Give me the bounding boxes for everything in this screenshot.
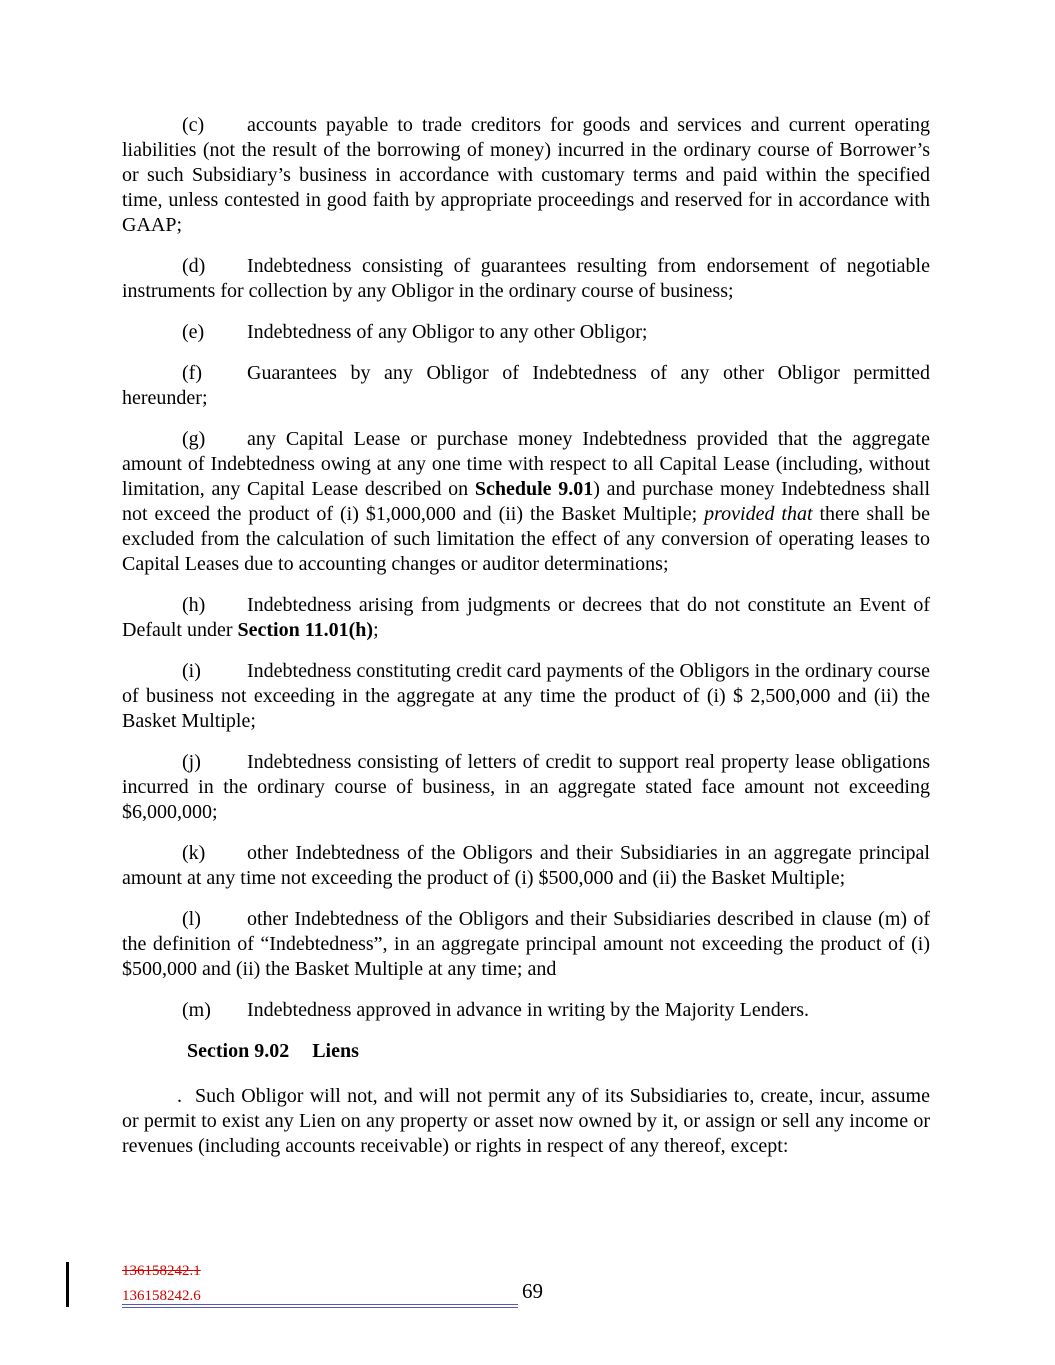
clause-g-text: ) and purchase money Indebtedness shall not exceed the product of (i) $1,000,000 and (ii) the Basket Multiple; xyxy=(122,478,930,525)
clause-d-label: (d) xyxy=(182,255,206,277)
document-body xyxy=(122,113,930,1175)
page-number: 69 xyxy=(522,1279,543,1303)
clause-g-paragraph xyxy=(122,427,930,577)
section-heading xyxy=(122,1039,930,1064)
section-title: Liens xyxy=(312,1040,359,1062)
clause-k-label: (k) xyxy=(182,842,206,864)
clause-l-label: (l) xyxy=(182,908,201,930)
clause-k-paragraph xyxy=(122,841,930,891)
clause-f-paragraph xyxy=(122,361,930,411)
clause-d-text: Indebtedness consisting of guarantees resulting from endorsement of negotiable instruments for collection by any Obligor in the ordinary course of business; xyxy=(122,255,930,302)
clause-g-text: any Capital Lease or purchase money Indebtedness provided that the aggregate amount of Indebtedness owing at any one time with respect to all Capital Lease (including, without limitation, any Capital Lease described on xyxy=(122,428,930,500)
clause-f-label: (f) xyxy=(182,362,202,384)
clause-m-paragraph xyxy=(122,998,930,1023)
revision-change-bar xyxy=(66,1262,69,1307)
clause-j-text: Indebtedness consisting of letters of credit to support real property lease obligations incurred in the ordinary course of business, in an aggregate stated face amount not exceeding $6,000,000; xyxy=(122,751,930,823)
section-number: Section 9.02 xyxy=(187,1040,290,1062)
liens-intro-label: . xyxy=(177,1085,182,1107)
clause-e-paragraph xyxy=(122,320,930,345)
clause-k-text: other Indebtedness of the Obligors and their Subsidiaries in an aggregate principal amount at any time not exceeding the product of (i) $500,000 and (ii) the Basket Multiple; xyxy=(122,842,930,889)
clause-g-text: Schedule 9.01 xyxy=(474,478,594,500)
clause-i-text: Indebtedness constituting credit card payments of the Obligors in the ordinary course of business not exceeding in the aggregate at any time the product of (i) $ 2,500,000 and (ii) the Basket Multiple; xyxy=(122,660,930,732)
clause-d-paragraph xyxy=(122,254,930,304)
clause-h-text: Indebtedness arising from judgments or decrees that do not constitute an Event of Default under xyxy=(122,594,930,641)
clause-i-paragraph xyxy=(122,659,930,734)
clause-g-text: there shall be excluded from the calculation of such limitation the effect of any conversion of operating leases to Capital Leases due to accounting changes or auditor determinations; xyxy=(122,503,931,575)
clause-m-label: (m) xyxy=(182,999,211,1021)
clause-f-text: Guarantees by any Obligor of Indebtedness of any other Obligor permitted hereunder; xyxy=(122,362,930,409)
liens-intro-text: Such Obligor will not, and will not permit any of its Subsidiaries to, create, incur, assume or permit to exist any Lien on any property or asset now owned by it, or assign or sell any income or revenues (including accounts receivable) or rights in respect of any thereof, except: xyxy=(122,1085,930,1157)
clause-e-text: Indebtedness of any Obligor to any other Obligor; xyxy=(247,321,648,343)
clause-l-paragraph xyxy=(122,907,930,982)
clause-c-paragraph xyxy=(122,113,930,238)
document-id-old: 136158242.1 xyxy=(122,1263,201,1279)
clause-c-label: (c) xyxy=(182,114,205,136)
clause-e-label: (e) xyxy=(182,321,205,343)
document-id-new: 136158242.6 xyxy=(122,1288,201,1304)
clause-g-label: (g) xyxy=(182,428,206,450)
clause-j-label: (j) xyxy=(182,751,201,773)
clause-h-text: ; xyxy=(373,619,379,641)
clause-g-text: provided that xyxy=(704,503,813,525)
clause-h-paragraph xyxy=(122,593,930,643)
clause-j-paragraph xyxy=(122,750,930,825)
document-id-underline xyxy=(122,1287,518,1308)
clause-h-label: (h) xyxy=(182,594,206,616)
clause-m-text: Indebtedness approved in advance in writing by the Majority Lenders. xyxy=(247,999,810,1021)
liens-intro-paragraph xyxy=(122,1084,930,1159)
clause-i-label: (i) xyxy=(182,660,201,682)
clause-h-text: Section 11.01(h) xyxy=(237,619,374,641)
clause-l-text: other Indebtedness of the Obligors and their Subsidiaries described in clause (m) of the definition of “Indebtedness”, in an aggregate principal amount not exceeding the product of (i) $500,000 and (ii) the Basket Multiple at any time; and xyxy=(122,908,930,980)
clause-c-text: accounts payable to trade creditors for goods and services and current operating liabilities (not the result of the borrowing of money) incurred in the ordinary course of Borrower’s or such Subsidiary’s business in accordance with customary terms and paid within the specified time, unless contested in good faith by appropriate proceedings and reserved for in accordance with GAAP; xyxy=(122,114,930,236)
